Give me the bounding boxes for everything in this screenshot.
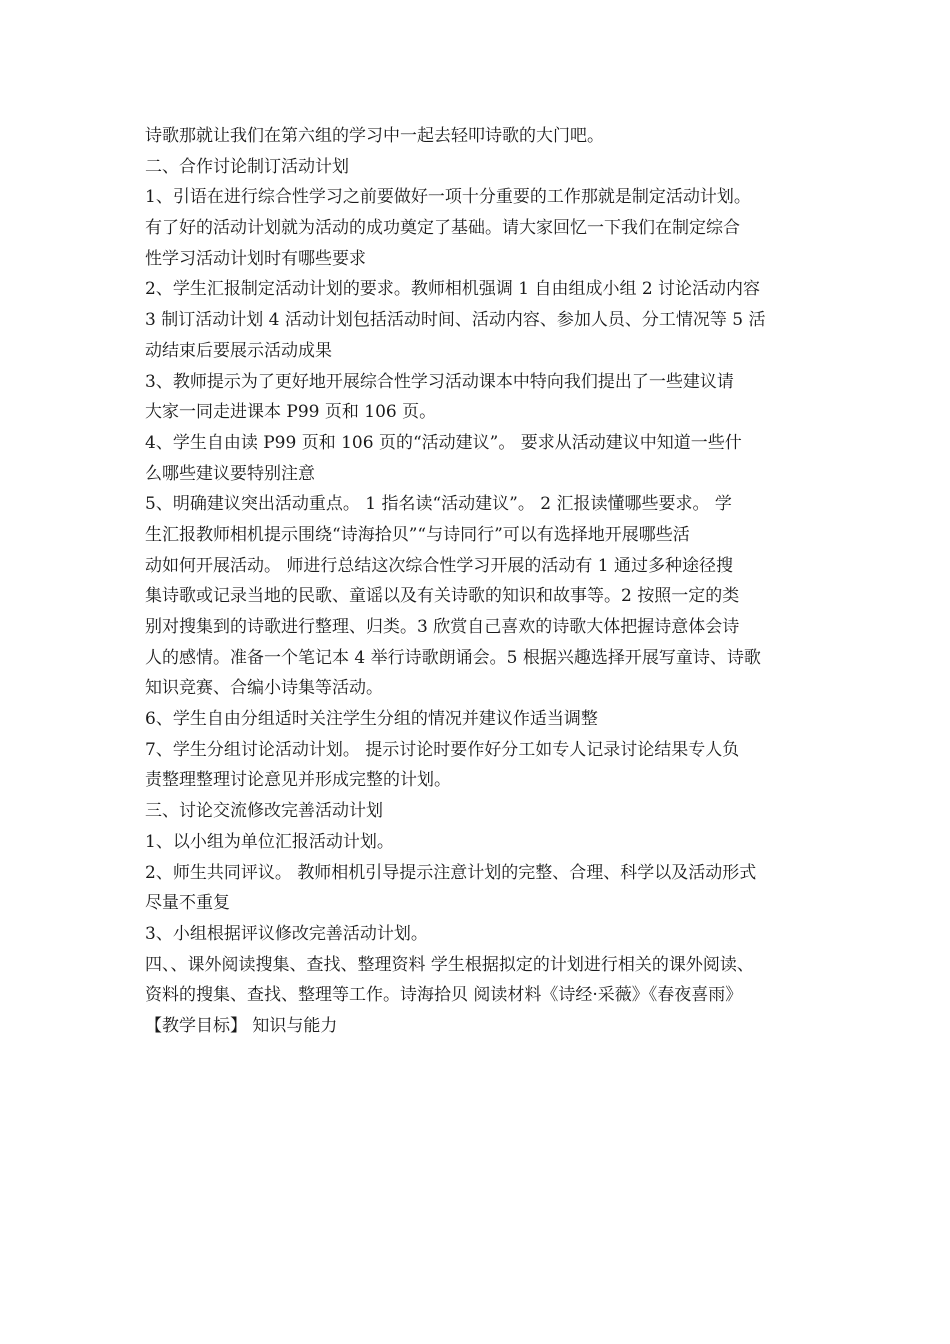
text-line: 6、学生自由分组适时关注学生分组的情况并建议作适当调整 — [145, 709, 598, 730]
text-line: 动结束后要展示活动成果 — [145, 340, 332, 361]
section-heading: 二、合作讨论制订活动计划 — [145, 156, 349, 177]
text-line: 7、学生分组讨论活动计划。 提示讨论时要作好分工如专人记录讨论结果专人负 — [145, 739, 740, 760]
text-line: 生汇报教师相机提示围绕“诗海拾贝”“与诗同行”可以有选择地开展哪些活 — [145, 524, 690, 545]
text-line: 1、以小组为单位汇报活动计划。 — [145, 831, 394, 852]
text-line: 【教学目标】 知识与能力 — [145, 1015, 338, 1036]
section-heading: 四、、课外阅读搜集、查找、整理资料 学生根据拟定的计划进行相关的课外阅读、 — [145, 954, 754, 975]
text-line: 别对搜集到的诗歌进行整理、归类。3 欣赏自己喜欢的诗歌大体把握诗意体会诗 — [145, 617, 740, 637]
document-text-body — [145, 121, 810, 1042]
text-line: 责整理整理讨论意见并形成完整的计划。 — [145, 770, 451, 791]
text-line: 性学习活动计划时有哪些要求 — [145, 248, 366, 269]
text-line: 3、小组根据评议修改完善活动计划。 — [145, 923, 428, 944]
text-line: 人的感情。准备一个笔记本 4 举行诗歌朗诵会。5 根据兴趣选择开展写童诗、诗歌 — [145, 647, 761, 668]
text-line: 诗歌那就让我们在第六组的学习中一起去轻叩诗歌的大门吧。 — [145, 126, 604, 146]
text-line: 1、引语在进行综合性学习之前要做好一项十分重要的工作那就是制定活动计划。 — [145, 187, 751, 208]
text-line: 3 制订活动计划 4 活动计划包括活动时间、活动内容、参加人员、分工情况等 5 活 — [145, 310, 766, 331]
text-line: 有了好的活动计划就为活动的成功奠定了基础。请大家回忆一下我们在制定综合 — [145, 218, 740, 239]
text-line: 尽量不重复 — [145, 893, 230, 914]
text-line: 5、明确建议突出活动重点。 1 指名读“活动建议”。 2 汇报读懂哪些要求。 学 — [145, 494, 732, 515]
text-line: 大家一同走进课本 P99 页和 106 页。 — [145, 402, 437, 423]
text-line: 2、师生共同评议。 教师相机引导提示注意计划的完整、合理、科学以及活动形式 — [145, 862, 757, 883]
text-line: 动如何开展活动。 师进行总结这次综合性学习开展的活动有 1 通过多种途径搜 — [145, 555, 734, 576]
text-line: 集诗歌或记录当地的民歌、童谣以及有关诗歌的知识和故事等。2 按照一定的类 — [145, 586, 740, 607]
text-line: 2、学生汇报制定活动计划的要求。教师相机强调 1 自由组成小组 2 讨论活动内容 — [145, 279, 761, 300]
text-line: 么哪些建议要特别注意 — [145, 463, 315, 484]
text-line: 4、学生自由读 P99 页和 106 页的“活动建议”。 要求从活动建议中知道一些什 — [145, 432, 742, 453]
text-line: 资料的搜集、查找、整理等工作。诗海拾贝 阅读材料《诗经·采薇》《春夜喜雨》 — [145, 985, 743, 1006]
text-line: 3、教师提示为了更好地开展综合性学习活动课本中特向我们提出了一些建议请 — [145, 371, 734, 392]
section-heading: 三、讨论交流修改完善活动计划 — [145, 801, 383, 822]
text-line: 知识竞赛、合编小诗集等活动。 — [145, 678, 383, 699]
